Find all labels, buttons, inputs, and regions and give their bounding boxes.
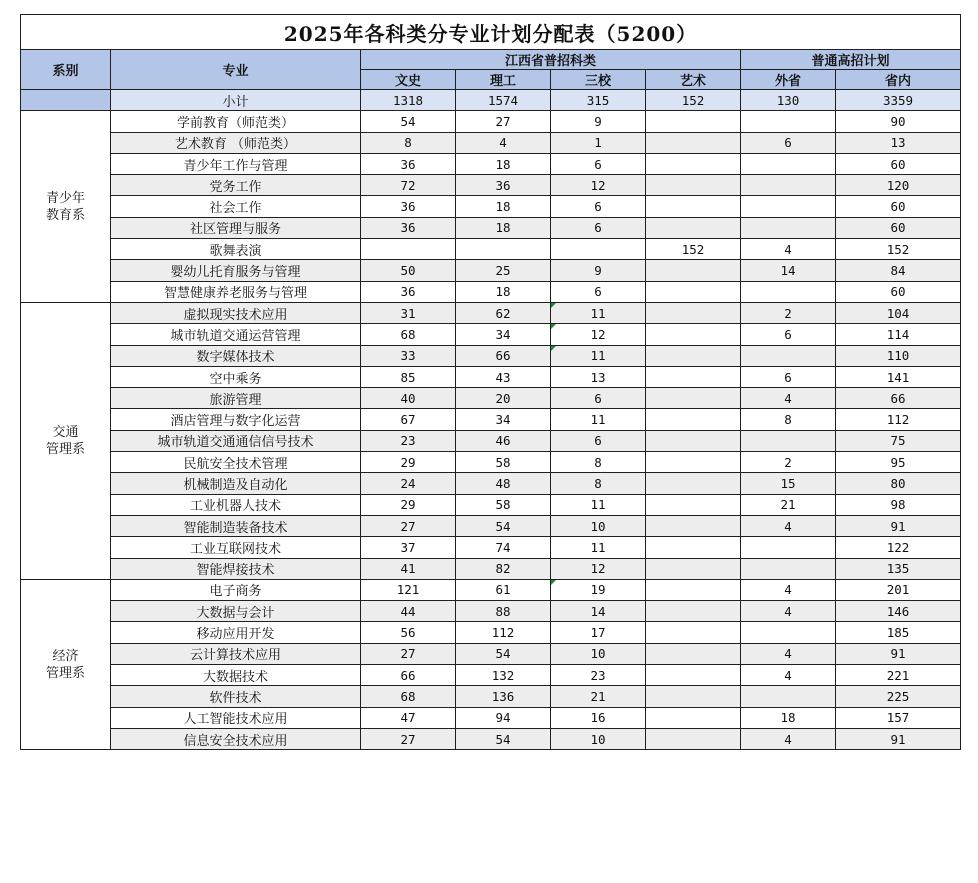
value-ligong: 46 [456,430,551,451]
major-cell: 智能制造装备技术 [111,515,361,536]
value-yishu [646,473,741,494]
value-ligong: 4 [456,132,551,153]
table-row [21,707,961,728]
value-wenshi: 23 [361,430,456,451]
major-cell: 智慧健康养老服务与管理 [111,281,361,302]
value-wenshi: 68 [361,324,456,345]
value-sanxiao: 11 [551,537,646,558]
value-wenshi: 66 [361,665,456,686]
value-yishu [646,452,741,473]
value-wenshi: 37 [361,537,456,558]
table-row [21,601,961,622]
value-waisheng: 4 [741,515,836,536]
value-waisheng [741,537,836,558]
header-col-sanxiao: 三校 [551,70,646,90]
table-body [21,111,961,750]
value-wenshi: 72 [361,175,456,196]
value-waisheng [741,153,836,174]
header-col-ligong: 理工 [456,70,551,90]
table-row [21,302,961,323]
header-col-shengnei: 省内 [836,70,961,90]
value-ligong: 18 [456,281,551,302]
major-cell: 数字媒体技术 [111,345,361,366]
value-ligong: 54 [456,515,551,536]
value-sanxiao: 11 [551,409,646,430]
value-sanxiao: 1 [551,132,646,153]
value-yishu [646,111,741,132]
value-yishu [646,728,741,749]
table-row [21,281,961,302]
value-yishu [646,537,741,558]
value-wenshi: 121 [361,579,456,600]
major-cell: 城市轨道交通通信信号技术 [111,430,361,451]
value-ligong: 94 [456,707,551,728]
value-ligong: 18 [456,217,551,238]
value-shengnei: 75 [836,430,961,451]
plan-table-container [20,14,960,750]
value-yishu [646,153,741,174]
value-ligong: 54 [456,728,551,749]
value-waisheng [741,345,836,366]
value-waisheng: 6 [741,366,836,387]
major-cell: 酒店管理与数字化运营 [111,409,361,430]
value-yishu [646,132,741,153]
value-sanxiao: 10 [551,515,646,536]
value-yishu [646,260,741,281]
value-waisheng [741,558,836,579]
value-yishu [646,686,741,707]
major-cell: 党务工作 [111,175,361,196]
value-wenshi: 41 [361,558,456,579]
value-sanxiao: 6 [551,217,646,238]
value-shengnei: 80 [836,473,961,494]
table-row [21,324,961,345]
table-row [21,579,961,600]
value-shengnei: 122 [836,537,961,558]
header-col-waisheng: 外省 [741,70,836,90]
value-wenshi: 47 [361,707,456,728]
value-wenshi: 36 [361,217,456,238]
value-wenshi: 36 [361,281,456,302]
table-row [21,260,961,281]
value-waisheng [741,430,836,451]
value-sanxiao: 17 [551,622,646,643]
value-wenshi: 24 [361,473,456,494]
major-cell: 工业机器人技术 [111,494,361,515]
value-yishu [646,324,741,345]
value-shengnei: 60 [836,196,961,217]
value-sanxiao: 6 [551,281,646,302]
value-sanxiao: 10 [551,728,646,749]
value-wenshi: 36 [361,196,456,217]
value-yishu [646,366,741,387]
value-ligong: 66 [456,345,551,366]
value-sanxiao: 23 [551,665,646,686]
value-wenshi [361,239,456,260]
table-row [21,366,961,387]
major-cell: 电子商务 [111,579,361,600]
value-shengnei: 84 [836,260,961,281]
subtotal-blank [21,90,111,111]
value-waisheng: 6 [741,324,836,345]
table-row [21,132,961,153]
major-cell: 工业互联网技术 [111,537,361,558]
value-ligong: 18 [456,196,551,217]
value-shengnei: 120 [836,175,961,196]
major-cell: 信息安全技术应用 [111,728,361,749]
value-sanxiao: 21 [551,686,646,707]
table-row [21,239,961,260]
value-yishu [646,409,741,430]
value-ligong: 54 [456,643,551,664]
header-group-general: 普通高招计划 [741,50,961,70]
subtotal-waisheng: 130 [741,90,836,111]
table-row [21,515,961,536]
value-wenshi: 27 [361,515,456,536]
value-waisheng: 4 [741,665,836,686]
value-ligong: 20 [456,388,551,409]
value-waisheng: 2 [741,452,836,473]
major-cell: 机械制造及自动化 [111,473,361,494]
value-shengnei: 91 [836,515,961,536]
value-shengnei: 185 [836,622,961,643]
table-title: 2025年各科类分专业计划分配表（5200） [21,15,961,50]
value-waisheng [741,196,836,217]
value-shengnei: 141 [836,366,961,387]
value-waisheng: 4 [741,601,836,622]
table-row [21,643,961,664]
major-cell: 人工智能技术应用 [111,707,361,728]
major-cell: 民航安全技术管理 [111,452,361,473]
value-shengnei: 13 [836,132,961,153]
value-sanxiao: 10 [551,643,646,664]
value-ligong: 58 [456,494,551,515]
value-yishu [646,302,741,323]
value-sanxiao: 6 [551,430,646,451]
major-cell: 大数据与会计 [111,601,361,622]
value-yishu [646,217,741,238]
table-row [21,473,961,494]
value-wenshi: 33 [361,345,456,366]
value-shengnei: 157 [836,707,961,728]
value-sanxiao: 19 [551,579,646,600]
value-wenshi: 67 [361,409,456,430]
value-shengnei: 201 [836,579,961,600]
value-yishu [646,643,741,664]
value-waisheng: 2 [741,302,836,323]
header-dept: 系别 [21,50,111,90]
major-cell: 婴幼儿托育服务与管理 [111,260,361,281]
major-cell: 学前教育（师范类） [111,111,361,132]
subtotal-ligong: 1574 [456,90,551,111]
value-yishu [646,579,741,600]
value-shengnei: 91 [836,728,961,749]
value-wenshi: 44 [361,601,456,622]
value-sanxiao: 14 [551,601,646,622]
table-row [21,665,961,686]
value-waisheng: 8 [741,409,836,430]
value-shengnei: 95 [836,452,961,473]
table-row [21,430,961,451]
value-yishu [646,430,741,451]
value-wenshi: 8 [361,132,456,153]
value-ligong: 62 [456,302,551,323]
value-yishu [646,601,741,622]
value-waisheng [741,686,836,707]
value-shengnei: 104 [836,302,961,323]
value-yishu [646,494,741,515]
value-yishu [646,515,741,536]
value-sanxiao: 12 [551,558,646,579]
value-shengnei: 112 [836,409,961,430]
value-yishu: 152 [646,239,741,260]
table-row [21,196,961,217]
value-shengnei: 114 [836,324,961,345]
major-cell: 青少年工作与管理 [111,153,361,174]
value-wenshi: 27 [361,643,456,664]
value-waisheng [741,111,836,132]
subtotal-sanxiao: 315 [551,90,646,111]
table-row [21,494,961,515]
value-shengnei: 66 [836,388,961,409]
value-ligong: 18 [456,153,551,174]
table-row [21,537,961,558]
subtotal-label: 小计 [111,90,361,111]
value-waisheng: 18 [741,707,836,728]
plan-allocation-table [20,14,961,750]
value-shengnei: 146 [836,601,961,622]
value-sanxiao: 6 [551,153,646,174]
table-row [21,388,961,409]
value-sanxiao: 11 [551,302,646,323]
value-sanxiao: 11 [551,345,646,366]
value-sanxiao: 6 [551,388,646,409]
major-cell: 大数据技术 [111,665,361,686]
value-sanxiao: 9 [551,260,646,281]
value-ligong: 36 [456,175,551,196]
table-row [21,345,961,366]
value-wenshi: 36 [361,153,456,174]
value-wenshi: 54 [361,111,456,132]
value-waisheng: 14 [741,260,836,281]
value-sanxiao: 12 [551,324,646,345]
major-cell: 软件技术 [111,686,361,707]
value-shengnei: 110 [836,345,961,366]
value-yishu [646,196,741,217]
header-major: 专业 [111,50,361,90]
value-yishu [646,345,741,366]
major-cell: 旅游管理 [111,388,361,409]
table-row [21,728,961,749]
subtotal-wenshi: 1318 [361,90,456,111]
value-shengnei: 152 [836,239,961,260]
major-cell: 空中乘务 [111,366,361,387]
value-yishu [646,281,741,302]
value-ligong: 25 [456,260,551,281]
value-shengnei: 135 [836,558,961,579]
value-shengnei: 221 [836,665,961,686]
value-waisheng: 4 [741,579,836,600]
value-yishu [646,175,741,196]
value-sanxiao [551,239,646,260]
value-sanxiao: 6 [551,196,646,217]
value-shengnei: 60 [836,153,961,174]
value-sanxiao: 13 [551,366,646,387]
table-row [21,175,961,196]
value-yishu [646,558,741,579]
value-sanxiao: 12 [551,175,646,196]
dept-cell: 交通 管理系 [21,302,111,579]
value-ligong: 82 [456,558,551,579]
major-cell: 虚拟现实技术应用 [111,302,361,323]
value-sanxiao: 9 [551,111,646,132]
value-shengnei: 98 [836,494,961,515]
value-waisheng: 4 [741,728,836,749]
value-waisheng [741,622,836,643]
value-wenshi: 40 [361,388,456,409]
value-ligong: 48 [456,473,551,494]
dept-cell: 青少年 教育系 [21,111,111,303]
value-waisheng: 15 [741,473,836,494]
value-wenshi: 56 [361,622,456,643]
value-wenshi: 29 [361,494,456,515]
value-wenshi: 85 [361,366,456,387]
major-cell: 社区管理与服务 [111,217,361,238]
value-shengnei: 90 [836,111,961,132]
value-ligong: 112 [456,622,551,643]
value-sanxiao: 16 [551,707,646,728]
value-sanxiao: 8 [551,473,646,494]
table-row [21,452,961,473]
major-cell: 移动应用开发 [111,622,361,643]
header-group-jiangxi: 江西省普招科类 [361,50,741,70]
value-yishu [646,622,741,643]
table-row [21,153,961,174]
major-cell: 艺术教育 （师范类） [111,132,361,153]
value-ligong: 58 [456,452,551,473]
value-wenshi: 29 [361,452,456,473]
value-yishu [646,707,741,728]
value-yishu [646,388,741,409]
table-row [21,217,961,238]
subtotal-shengnei: 3359 [836,90,961,111]
value-shengnei: 225 [836,686,961,707]
value-ligong: 34 [456,324,551,345]
value-waisheng: 6 [741,132,836,153]
value-waisheng [741,281,836,302]
value-ligong: 27 [456,111,551,132]
value-ligong: 43 [456,366,551,387]
value-shengnei: 91 [836,643,961,664]
value-waisheng [741,175,836,196]
value-shengnei: 60 [836,281,961,302]
value-yishu [646,665,741,686]
value-wenshi: 50 [361,260,456,281]
header-col-yishu: 艺术 [646,70,741,90]
table-row [21,686,961,707]
table-row [21,558,961,579]
value-wenshi: 68 [361,686,456,707]
table-row [21,409,961,430]
value-ligong [456,239,551,260]
value-sanxiao: 8 [551,452,646,473]
table-row [21,111,961,132]
value-waisheng: 4 [741,643,836,664]
value-sanxiao: 11 [551,494,646,515]
major-cell: 城市轨道交通运营管理 [111,324,361,345]
subtotal-yishu: 152 [646,90,741,111]
value-waisheng: 4 [741,239,836,260]
value-waisheng [741,217,836,238]
major-cell: 社会工作 [111,196,361,217]
value-ligong: 74 [456,537,551,558]
header-col-wenshi: 文史 [361,70,456,90]
value-waisheng: 21 [741,494,836,515]
dept-cell: 经济 管理系 [21,579,111,749]
major-cell: 歌舞表演 [111,239,361,260]
table-row [21,622,961,643]
value-wenshi: 31 [361,302,456,323]
value-waisheng: 4 [741,388,836,409]
major-cell: 云计算技术应用 [111,643,361,664]
value-ligong: 61 [456,579,551,600]
value-wenshi: 27 [361,728,456,749]
value-ligong: 136 [456,686,551,707]
value-ligong: 34 [456,409,551,430]
major-cell: 智能焊接技术 [111,558,361,579]
value-shengnei: 60 [836,217,961,238]
value-ligong: 132 [456,665,551,686]
value-ligong: 88 [456,601,551,622]
